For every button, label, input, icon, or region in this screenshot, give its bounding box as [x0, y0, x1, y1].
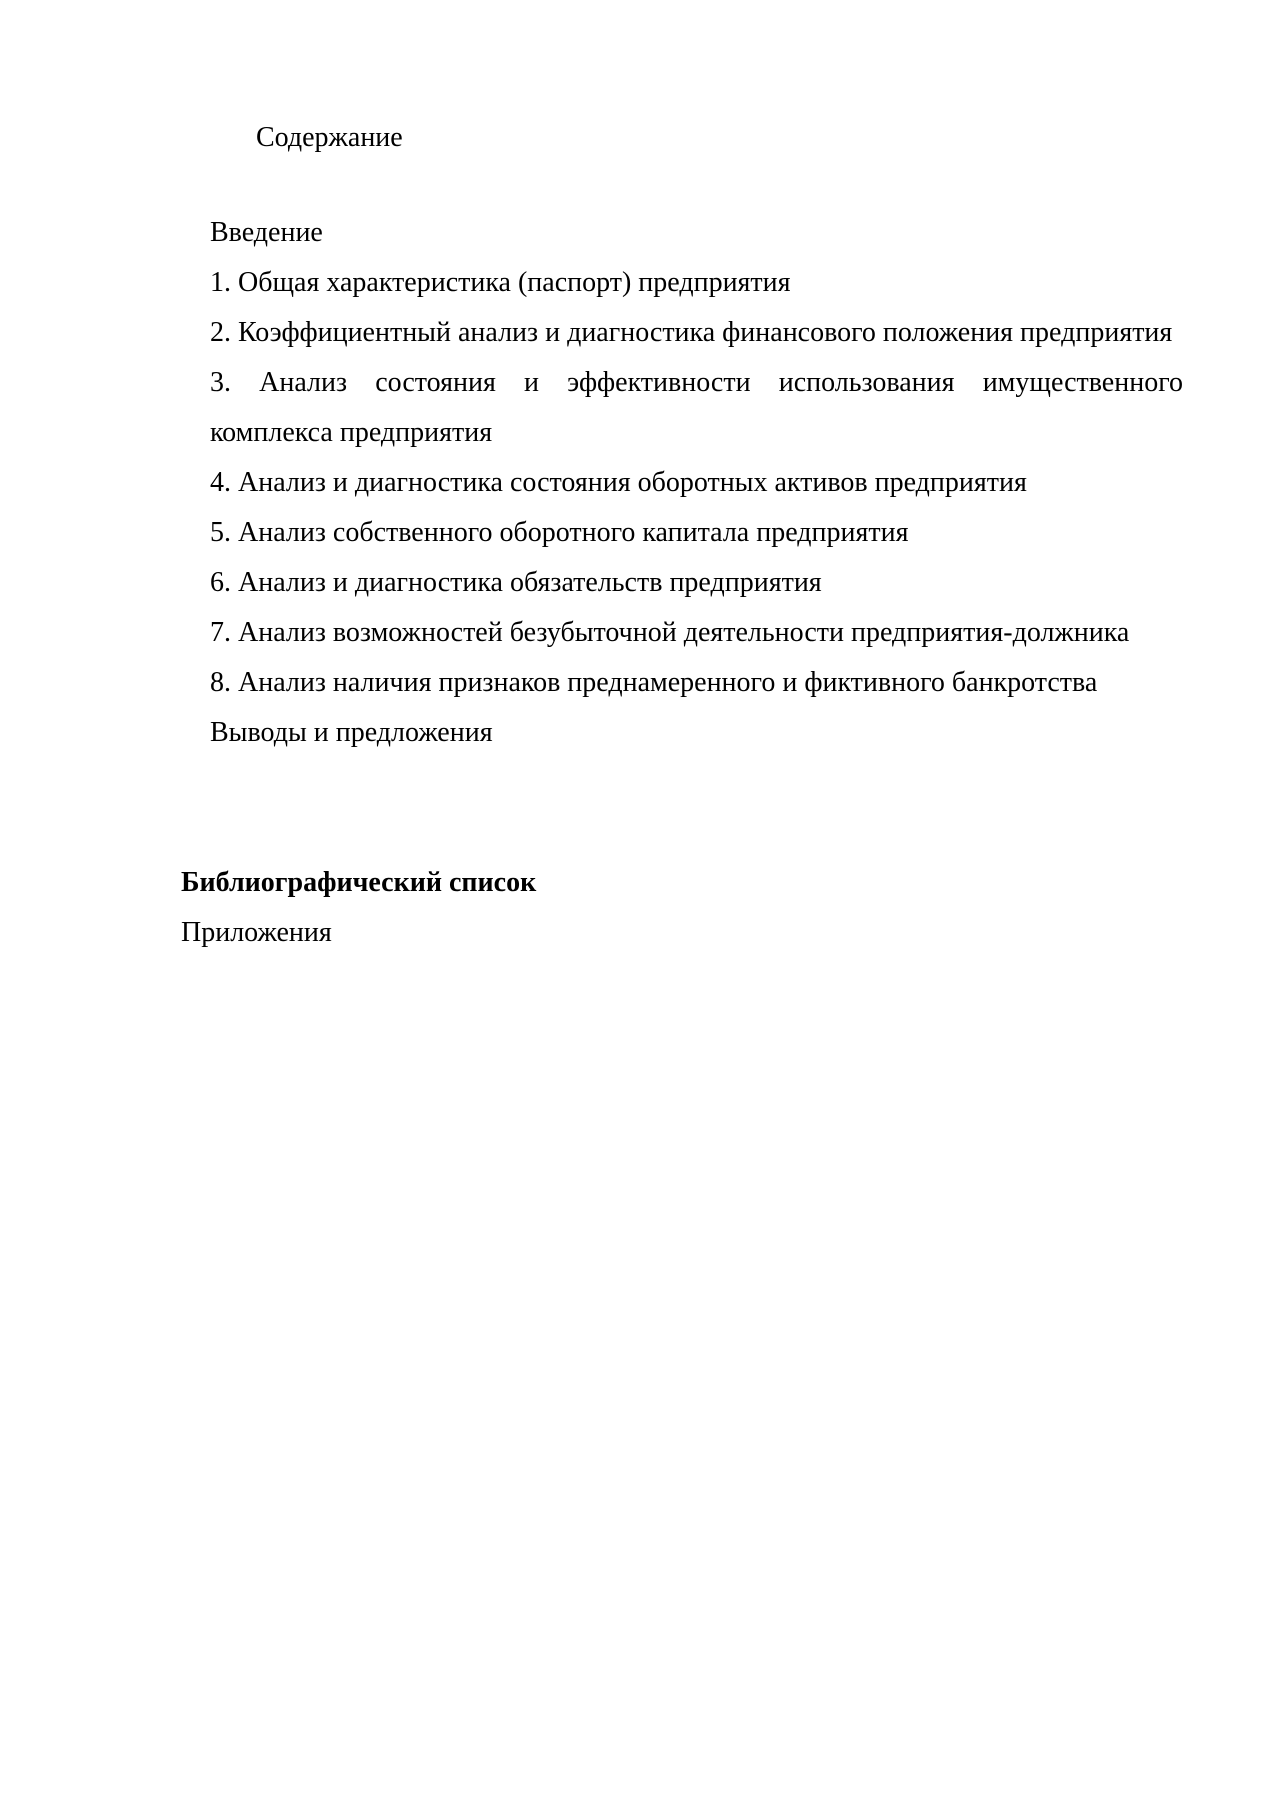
toc-item-bibliography: Библиографический список — [181, 867, 537, 898]
toc-item-7: 7. Анализ возможностей безубыточной деятельности предприятия-должника — [210, 617, 1130, 648]
toc-item-8: 8. Анализ наличия признаков преднамеренного и фиктивного банкротства — [210, 667, 1098, 698]
toc-item-3: 3. Анализ состояния и эффективности использования имущественного комплекса предприятия — [210, 367, 1183, 448]
toc-item-5: 5. Анализ собственного оборотного капитала предприятия — [210, 517, 909, 548]
toc-item-1: 1. Общая характеристика (паспорт) предприятия — [210, 267, 791, 298]
toc-tail — [181, 858, 536, 958]
toc-item-appendices: Приложения — [181, 917, 332, 948]
toc-item-4: 4. Анализ и диагностика состояния оборотных активов предприятия — [210, 467, 1027, 498]
page-title: Содержание — [256, 122, 403, 153]
toc-item-introduction: Введение — [210, 217, 323, 248]
toc-item-2: 2. Коэффициентный анализ и диагностика финансового положения предприятия — [210, 317, 1173, 348]
toc-item-6: 6. Анализ и диагностика обязательств предприятия — [210, 567, 822, 598]
toc-item-conclusions: Выводы и предложения — [210, 717, 493, 748]
table-of-contents — [210, 208, 1183, 758]
